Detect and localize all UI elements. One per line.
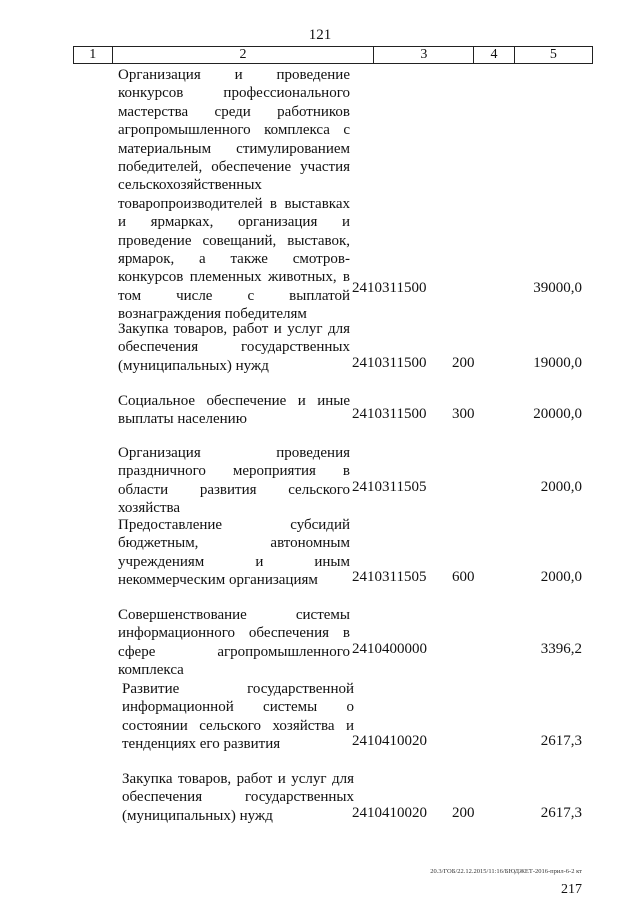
row-code: 2410410020	[352, 805, 427, 821]
row-code: 2410311505	[352, 569, 427, 585]
column-header-row	[73, 46, 593, 64]
row-amount: 2617,3	[540, 733, 582, 749]
row-type: 300	[452, 406, 475, 422]
row-amount: 20000,0	[533, 406, 582, 422]
row-description: Организация и проведение конкурсов профессионального мастерства среди работников агропромышленного комплекса с материальным стимулированием победителей, обеспечение участия сельскохозяйственных товаропроизводителей в выставках и ярмарках, организация и проведение совещаний, выставок, ярмарок, а также смотров-конкурсов племенных животных, в том числе с выплатой вознаграждения победителям	[118, 67, 350, 323]
row-description: Социальное обеспечение и иные выплаты населению	[118, 393, 350, 428]
page-number-bottom: 217	[561, 882, 582, 897]
column-header-1: 1	[74, 47, 113, 64]
row-type: 600	[452, 569, 475, 585]
row-code: 2410311500	[352, 406, 427, 422]
page-number-top: 121	[308, 27, 332, 43]
row-description: Организация проведения праздничного мероприятия в области развития сельского хозяйства	[118, 445, 350, 517]
column-header-4: 4	[474, 47, 515, 64]
row-description: Предоставление субсидий бюджетным, автономным учреждениям и иным некоммерческим организациям	[118, 517, 350, 589]
row-code: 2410410020	[352, 733, 427, 749]
column-header-2: 2	[112, 47, 374, 64]
row-amount: 2000,0	[540, 479, 582, 495]
row-description: Закупка товаров, работ и услуг для обеспечения государственных (муниципальных) нужд	[122, 771, 354, 824]
row-code: 2410311500	[352, 355, 427, 371]
row-code: 2410311505	[352, 479, 427, 495]
row-amount: 2617,3	[540, 805, 582, 821]
row-amount: 2000,0	[540, 569, 582, 585]
row-description: Закупка товаров, работ и услуг для обеспечения государственных (муниципальных) нужд	[118, 321, 350, 374]
row-type: 200	[452, 355, 475, 371]
row-description: Совершенствование системы информационного обеспечения в сфере агропромышленного комплекса	[118, 607, 350, 679]
row-amount: 39000,0	[533, 280, 582, 296]
column-header-3: 3	[374, 47, 474, 64]
row-description: Развитие государственной информационной системы о состоянии сельского хозяйства и тенденциях его развития	[122, 681, 354, 753]
row-code: 2410311500	[352, 280, 427, 296]
row-type: 200	[452, 805, 475, 821]
column-header-5: 5	[514, 47, 592, 64]
row-code: 2410400000	[352, 641, 427, 657]
row-amount: 19000,0	[533, 355, 582, 371]
document-reference: 20.3/ГОБ/22.12.2015/11:16/БЮДЖЕТ-2016-прил-6-2 кт	[430, 868, 582, 875]
row-amount: 3396,2	[540, 641, 582, 657]
